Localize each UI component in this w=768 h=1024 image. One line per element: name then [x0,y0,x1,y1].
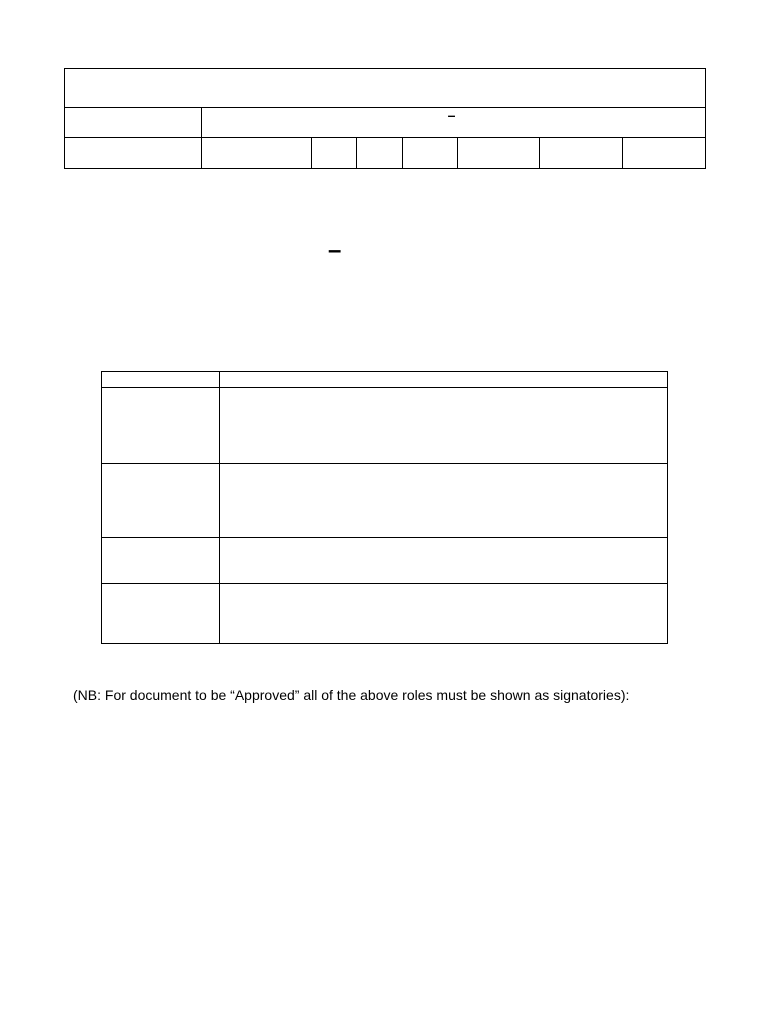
role-details-cell [220,388,668,464]
header-field-cell [357,138,403,169]
center-dash-mark: – [328,237,342,264]
header-field-cell [202,138,312,169]
header-field-cell [458,138,540,169]
role-cell [102,584,220,644]
header-field-cell [312,138,357,169]
signatory-roles-table [101,371,668,644]
header-field-cell [540,138,623,169]
role-cell [102,388,220,464]
header-field-cell [403,138,458,169]
document-header-table [64,68,706,169]
dash-mark: – [447,106,456,123]
role-cell [102,537,220,584]
approval-note: (NB: For document to be “Approved” all of the above roles must be shown as signatories): [73,687,630,703]
header-field-cell [623,138,706,169]
table-row [102,464,668,538]
role-details-cell [220,584,668,644]
table-row [102,537,668,584]
table-row [102,388,668,464]
roles-header-cell [102,372,220,388]
header-value-cell [202,107,706,138]
role-cell [102,464,220,538]
roles-header-cell [220,372,668,388]
document-title-cell [65,69,706,108]
role-details-cell [220,464,668,538]
table-row [102,584,668,644]
header-label-cell [65,138,202,169]
header-label-cell [65,107,202,138]
role-details-cell [220,537,668,584]
